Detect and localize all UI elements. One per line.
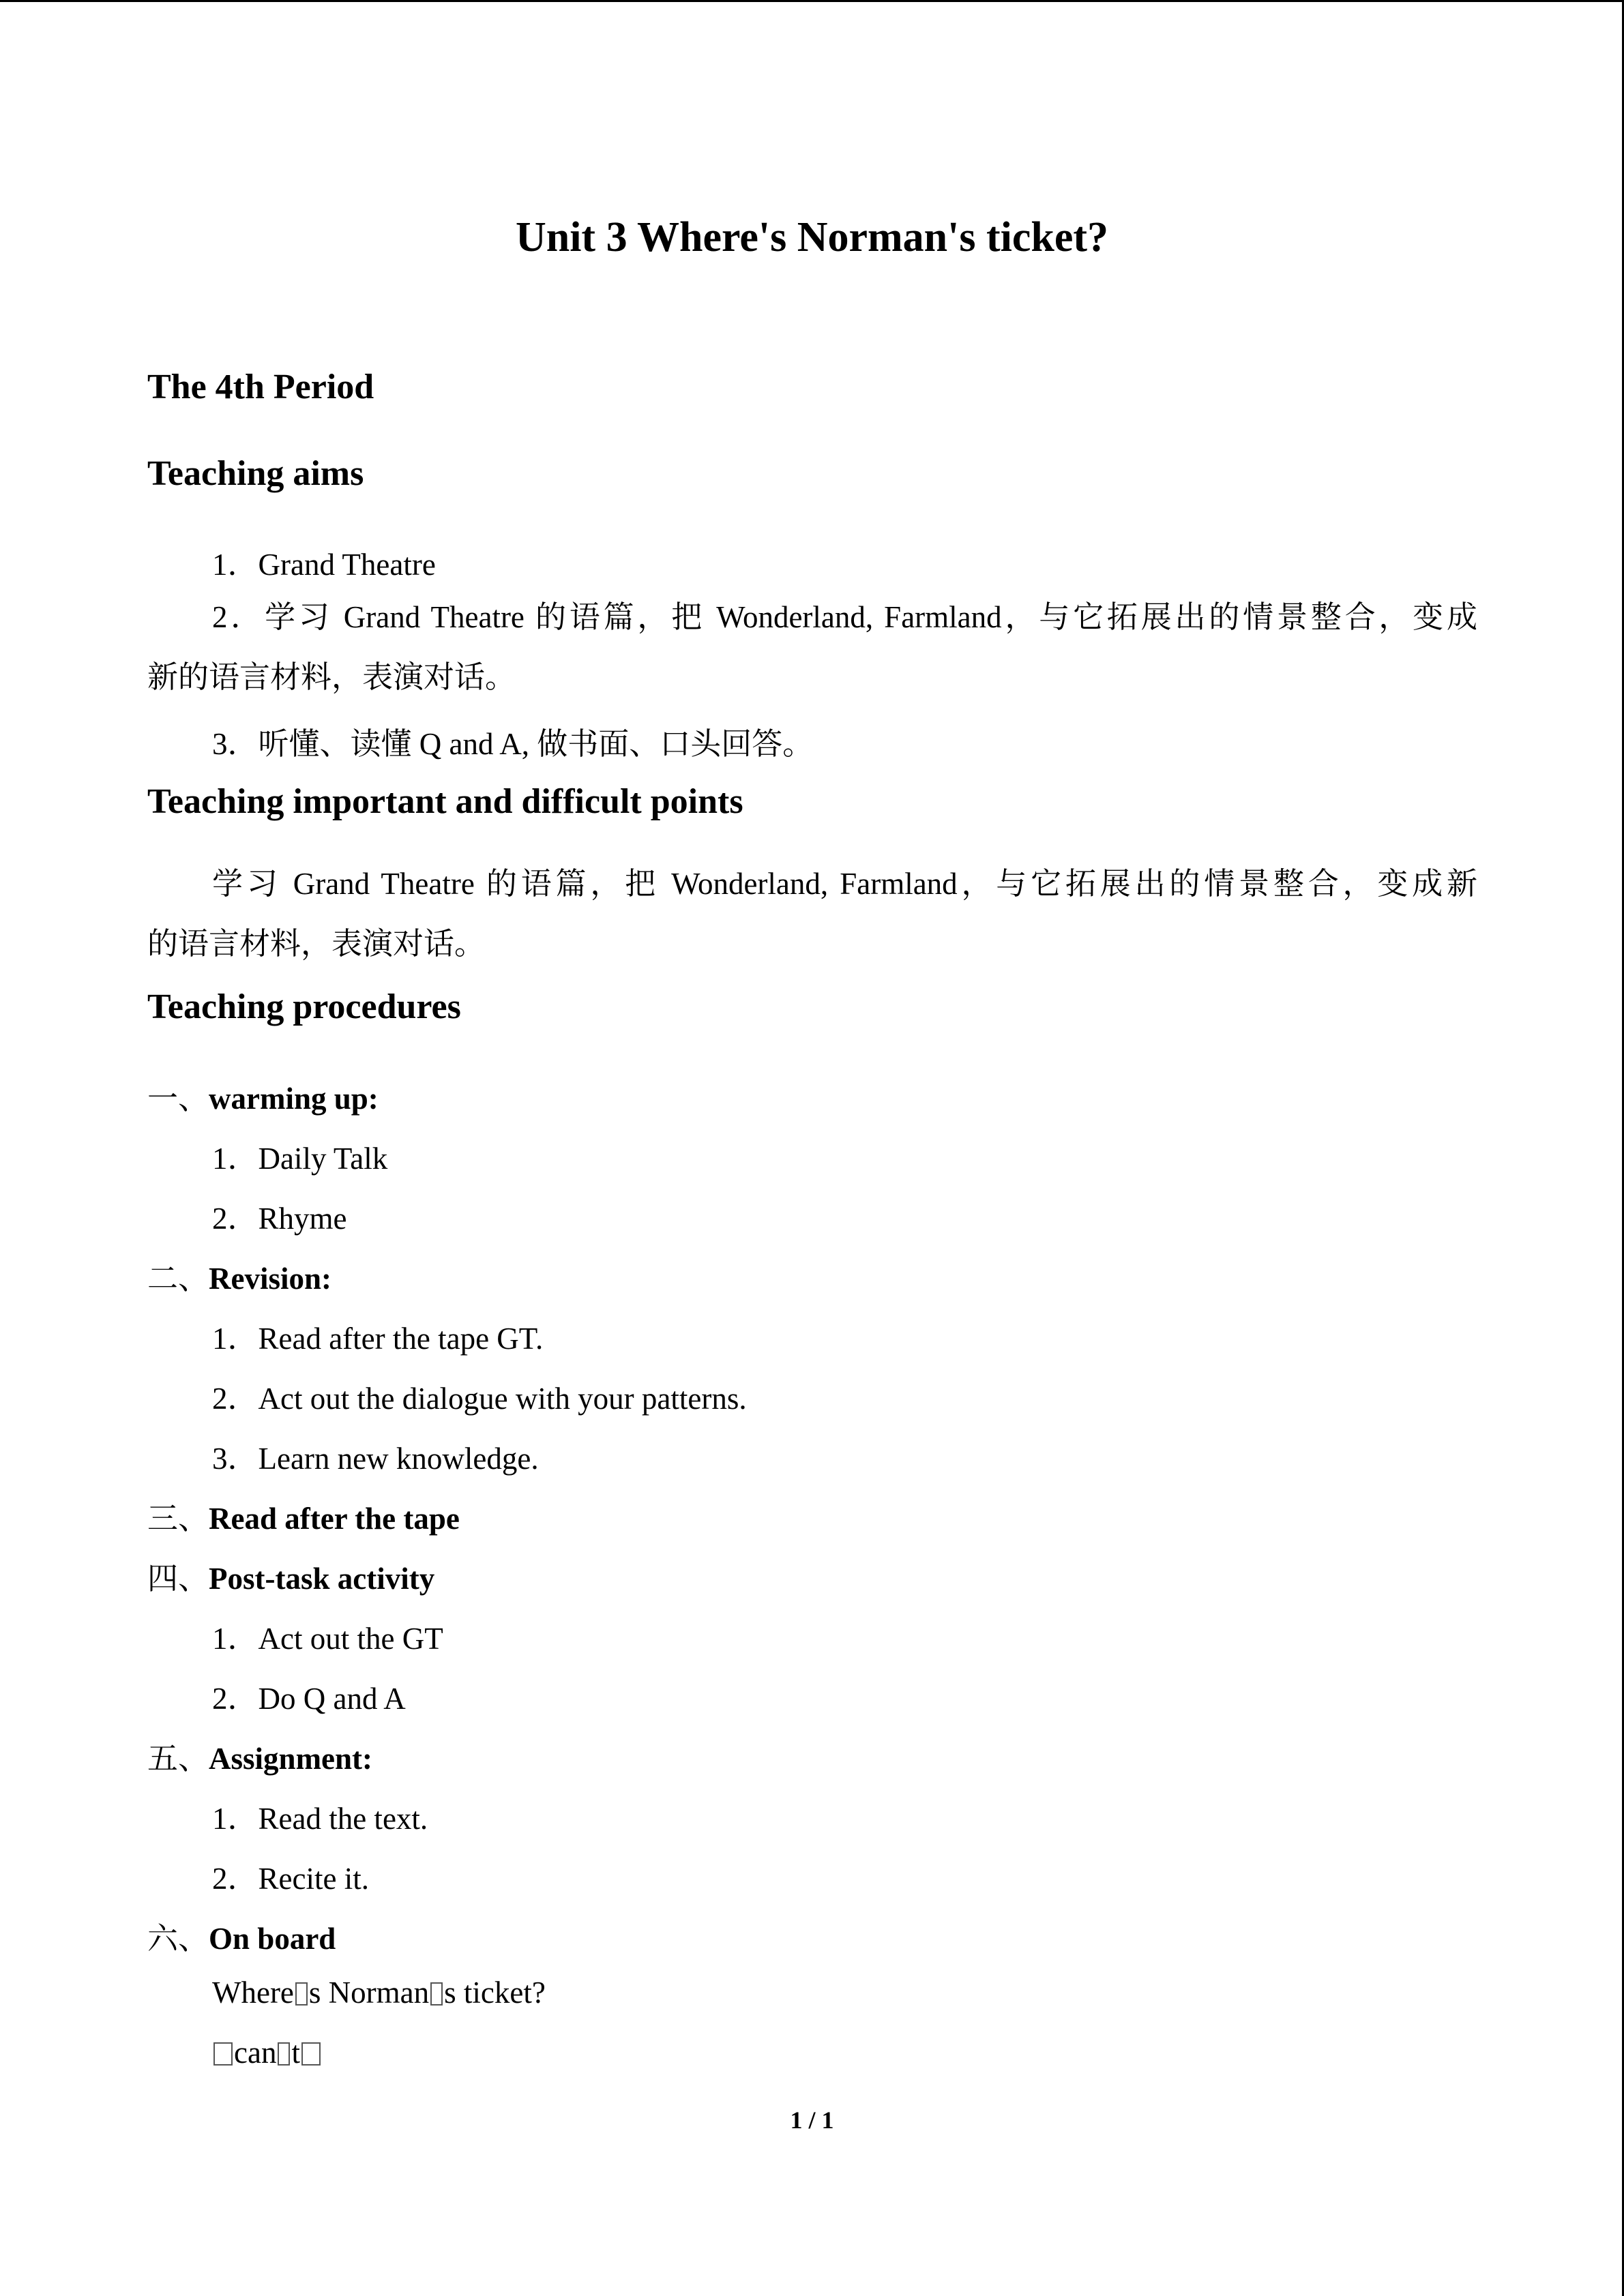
- list-item: 2．Act out the dialogue with your patterns.: [212, 1382, 747, 1416]
- list-item: 2．Rhyme: [212, 1202, 347, 1236]
- section-post-task: [147, 1553, 434, 1598]
- page-number: 1 / 1: [790, 2106, 834, 2134]
- board-text: Where: [212, 1976, 294, 2010]
- board-text: s Norman: [308, 1976, 430, 2010]
- section-revision: [147, 1253, 331, 1298]
- section-label: On board: [209, 1922, 336, 1956]
- section-number: 一、: [147, 1082, 209, 1116]
- list-item: 1．Act out the GT: [212, 1622, 443, 1656]
- missing-glyph-icon: [295, 1982, 308, 2006]
- section-label: Read after the tape: [209, 1502, 460, 1536]
- list-item: 1．Read the text.: [212, 1802, 428, 1836]
- period-heading: The 4th Period: [147, 368, 374, 406]
- missing-glyph-icon: [430, 1982, 443, 2006]
- list-item: 2．Do Q and A: [212, 1682, 406, 1716]
- board-text: can: [234, 2036, 277, 2070]
- section-assignment: [147, 1733, 372, 1778]
- important-points-paragraph: [147, 854, 1477, 974]
- teaching-aims-heading: Teaching aims: [147, 454, 364, 493]
- document-title: Unit 3 Where's Norman's ticket?: [515, 214, 1109, 260]
- list-item: 1．Read after the tape GT.: [212, 1322, 544, 1356]
- section-label: Assignment:: [209, 1742, 373, 1776]
- aim-item-2: [147, 587, 1477, 707]
- section-on-board: [147, 1913, 336, 1958]
- section-label: warming up:: [209, 1082, 379, 1116]
- aim-item-2-line-1: 2．学习 Grand Theatre 的语篇，把 Wonderland, Farmland，与它拓展出的情景整合，变成: [212, 600, 1477, 634]
- board-text: s ticket?: [444, 1976, 546, 2010]
- section-number: 三、: [147, 1502, 209, 1536]
- board-line-1: [212, 1975, 546, 2010]
- section-number: 二、: [147, 1262, 209, 1296]
- missing-glyph-icon: [213, 2042, 233, 2066]
- aim-item-3: 3．听懂、读懂 Q and A, 做书面、口头回答。: [212, 727, 814, 761]
- important-points-heading: Teaching important and difficult points: [147, 782, 743, 821]
- section-label: Revision:: [209, 1262, 332, 1296]
- missing-glyph-icon: [301, 2042, 321, 2066]
- points-line-2: 的语言材料，表演对话。: [147, 927, 486, 961]
- aim-item-1: 1．Grand Theatre: [212, 548, 436, 582]
- points-line-1: 学习 Grand Theatre 的语篇，把 Wonderland, Farmland，与它拓展出的情景整合，变成新: [212, 867, 1477, 901]
- section-warming-up: [147, 1073, 379, 1118]
- list-item: 3．Learn new knowledge.: [212, 1442, 539, 1476]
- section-number: 六、: [147, 1922, 209, 1956]
- board-line-2: [212, 2035, 322, 2070]
- section-number: 五、: [147, 1742, 209, 1776]
- list-item: 2．Recite it.: [212, 1862, 369, 1896]
- aim-item-2-line-2: 新的语言材料，表演对话。: [147, 660, 516, 694]
- list-item: 1．Daily Talk: [212, 1142, 388, 1176]
- section-label: Post-task activity: [209, 1562, 435, 1596]
- procedures-heading: Teaching procedures: [147, 987, 461, 1026]
- board-text: t: [291, 2036, 300, 2070]
- section-read-after-tape: [147, 1493, 460, 1538]
- missing-glyph-icon: [278, 2042, 290, 2066]
- section-number: 四、: [147, 1562, 209, 1596]
